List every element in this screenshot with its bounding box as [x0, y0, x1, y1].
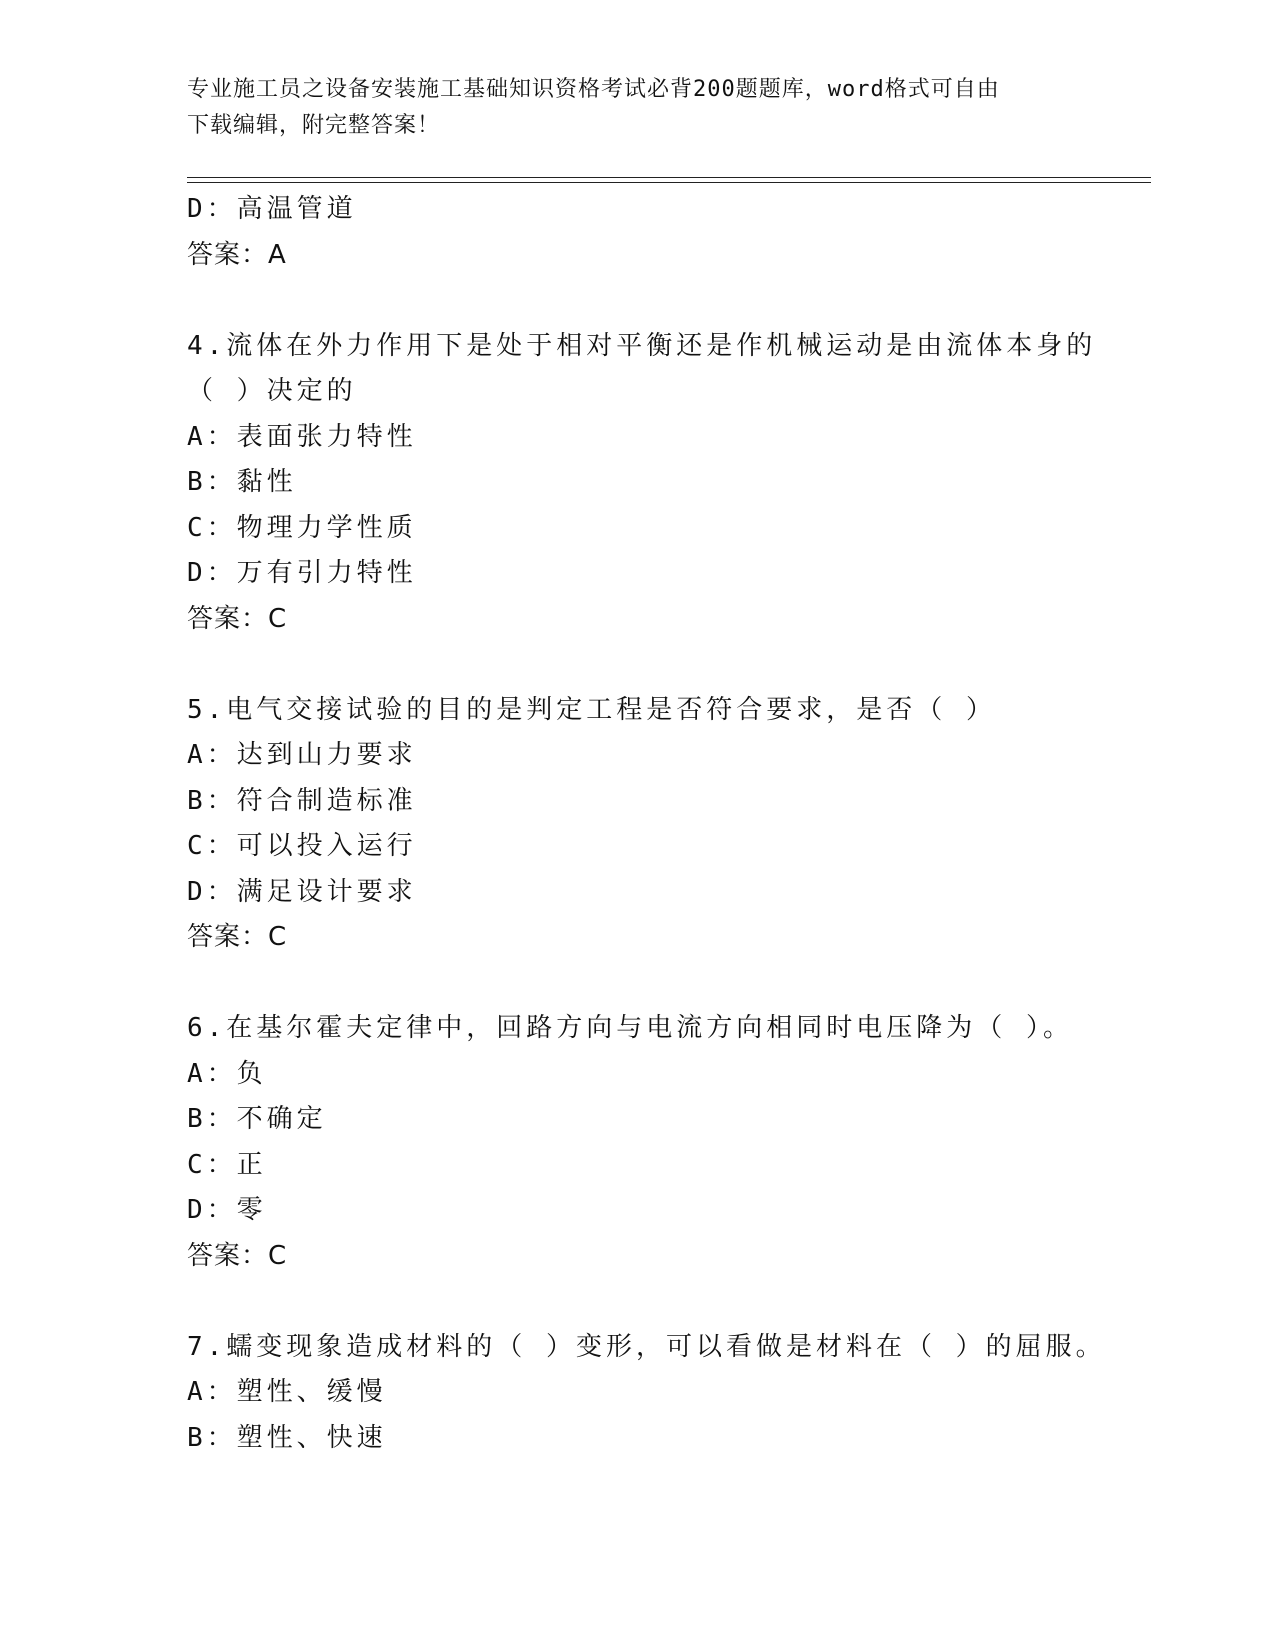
option-c: C：物理力学性质	[187, 512, 417, 543]
option-d: D：零	[187, 1195, 267, 1225]
header-title-line-1: 专业施工员之设备安装施工基础知识资格考试必背200题题库，word格式可自由	[187, 77, 1000, 102]
question-4	[187, 324, 1147, 643]
question-stem: 7.蠕变现象造成材料的（ ）变形，可以看做是材料在（ ）的屈服。	[187, 1331, 1106, 1362]
question-list	[187, 187, 1147, 1461]
question-stem: 6.在基尔霍夫定律中，回路方向与电流方向相同时电压降为（ ）。	[187, 1013, 1073, 1043]
option-a: A：负	[187, 1058, 267, 1089]
answer-line: 答案：C	[187, 922, 288, 952]
spacer	[187, 961, 1147, 1007]
header-divider-bottom	[187, 182, 1151, 183]
option-d: D：高温管道	[187, 194, 357, 224]
option-b: B：符合制造标准	[187, 785, 417, 816]
option-a: A：塑性、缓慢	[187, 1377, 387, 1407]
option-a: A：表面张力特性	[187, 421, 417, 452]
option-d: D：万有引力特性	[187, 558, 417, 588]
option-c: C：正	[187, 1149, 267, 1180]
spacer	[187, 278, 1147, 324]
question-stem-line-1: 4.流体在外力作用下是处于相对平衡还是作机械运动是由流体本身的	[187, 330, 1097, 361]
header-divider-top	[187, 177, 1151, 178]
document-header	[187, 72, 1087, 144]
question-5	[187, 688, 1147, 961]
answer-line: 答案：C	[187, 1240, 288, 1271]
option-c: C：可以投入运行	[187, 831, 417, 861]
spacer	[187, 642, 1147, 688]
option-b: B：黏性	[187, 467, 297, 497]
question-6	[187, 1006, 1147, 1279]
question-stem: 5.电气交接试验的目的是判定工程是否符合要求，是否（ ）	[187, 694, 996, 725]
spacer	[187, 1279, 1147, 1325]
option-d: D：满足设计要求	[187, 876, 417, 907]
answer-line: 答案：C	[187, 603, 288, 634]
question-3	[187, 187, 1147, 278]
question-7	[187, 1325, 1147, 1462]
header-title-line-2: 下载编辑，附完整答案！	[187, 113, 441, 138]
answer-line: 答案：A	[187, 239, 287, 270]
option-a: A：达到山力要求	[187, 740, 417, 770]
option-b: B：塑性、快速	[187, 1422, 387, 1453]
option-b: B：不确定	[187, 1104, 327, 1134]
question-stem-line-2: （ ）决定的	[187, 376, 357, 406]
